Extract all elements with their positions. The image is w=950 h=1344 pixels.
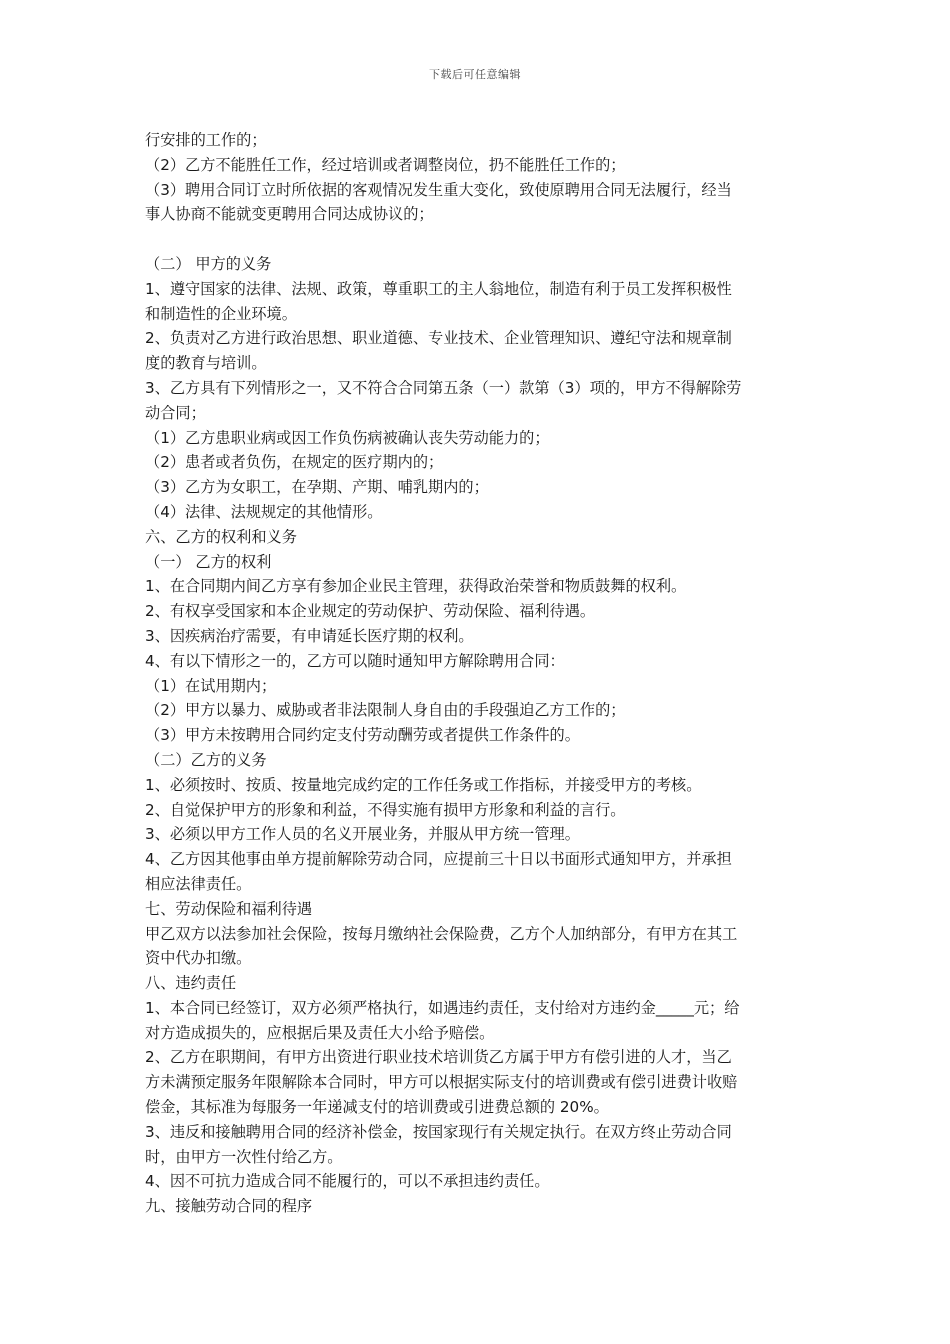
text-line: 4、乙方因其他事由单方提前解除劳动合同，应提前三十日以书面形式通知甲方，并承担 xyxy=(145,850,732,869)
text-line: 八、违约责任 xyxy=(145,974,237,993)
text-line: 七、劳动保险和福利待遇 xyxy=(145,899,313,918)
text-line: 资中代办扣缴。 xyxy=(145,949,252,968)
text-line: 3、因疾病治疗需要，有申请延长医疗期的权利。 xyxy=(145,626,474,645)
text-line: （3）聘用合同订立时所依据的客观情况发生重大变化，致使原聘用合同无法履行，经当 xyxy=(145,180,732,199)
text-line: 2、乙方在职期间，有甲方出资进行职业技术培训货乙方属于甲方有偿引进的人才，当乙 xyxy=(145,1048,732,1067)
text-line: 相应法律责任。 xyxy=(145,874,252,893)
blank-line xyxy=(145,227,805,252)
document-body xyxy=(145,128,805,1219)
text-line: 行安排的工作的； xyxy=(145,131,267,149)
text-line: 2、自觉保护甲方的形象和利益，不得实施有损甲方形象和利益的言行。 xyxy=(145,800,626,819)
text-line: （1）乙方患职业病或因工作负伤病被确认丧失劳动能力的； xyxy=(145,428,550,447)
text-line: 对方造成损失的，应根据后果及责任大小给予赔偿。 xyxy=(145,1023,495,1042)
text-line: （二）乙方的义务 xyxy=(145,750,267,769)
text-line: 九、接触劳动合同的程序 xyxy=(145,1197,313,1216)
text-line: 1、本合同已经签订，双方必须严格执行，如遇违约责任，支付给对方违约金_____元；给 xyxy=(145,998,740,1017)
text-line: 六、乙方的权利和义务 xyxy=(145,527,297,546)
page-header: 下载后可任意编辑 xyxy=(429,68,521,81)
text-line: （2）乙方不能胜任工作，经过培训或者调整岗位，扔不能胜任工作的； xyxy=(145,155,626,174)
text-line: （2）患者或者负伤，在规定的医疗期内的； xyxy=(145,453,444,472)
text-line: 偿金，其标准为每服务一年递减支付的培训费或引进费总额的 20%。 xyxy=(145,1098,609,1117)
text-line: 1、必须按时、按质、按量地完成约定的工作任务或工作指标，并接受甲方的考核。 xyxy=(145,775,702,794)
text-line: （一） 乙方的权利 xyxy=(145,552,272,571)
text-line: （二） 甲方的义务 xyxy=(145,254,272,273)
text-line: （2）甲方以暴力、威胁或者非法限制人身自由的手段强迫乙方工作的； xyxy=(145,701,626,720)
text-line: （3）甲方未按聘用合同约定支付劳动酬劳或者提供工作条件的。 xyxy=(145,726,580,745)
text-line: 时，由甲方一次性付给乙方。 xyxy=(145,1147,343,1166)
text-line: 甲乙双方以法参加社会保险，按每月缴纳社会保险费，乙方个人加纳部分，有甲方在其工 xyxy=(145,924,738,943)
text-line: 事人协商不能就变更聘用合同达成协议的； xyxy=(145,205,434,224)
text-line: 动合同； xyxy=(145,403,206,422)
text-line: （1）在试用期内； xyxy=(145,676,277,695)
text-line: 3、违反和接触聘用合同的经济补偿金，按国家现行有关规定执行。在双方终止劳动合同 xyxy=(145,1122,732,1141)
text-line: 度的教育与培训。 xyxy=(145,354,267,373)
text-line: 1、在合同期内间乙方享有参加企业民主管理，获得政治荣誉和物质鼓舞的权利。 xyxy=(145,577,687,596)
text-line: （3）乙方为女职工，在孕期、产期、哺乳期内的； xyxy=(145,478,489,497)
text-line: 方未满预定服务年限解除本合同时，甲方可以根据实际支付的培训费或有偿引进费计收赔 xyxy=(145,1073,738,1092)
text-line: 3、必须以甲方工作人员的名义开展业务，并服从甲方统一管理。 xyxy=(145,825,580,844)
text-line: （4）法律、法规规定的其他情形。 xyxy=(145,502,383,521)
text-line: 4、有以下情形之一的，乙方可以随时通知甲方解除聘用合同： xyxy=(145,651,565,670)
text-line: 2、负责对乙方进行政治思想、职业道德、专业技术、企业管理知识、遵纪守法和规章制 xyxy=(145,329,732,348)
text-line: 和制造性的企业环境。 xyxy=(145,304,297,323)
text-line: 4、因不可抗力造成合同不能履行的，可以不承担违约责任。 xyxy=(145,1172,550,1191)
text-line: 2、有权享受国家和本企业规定的劳动保护、劳动保险、福利待遇。 xyxy=(145,602,596,621)
text-line: 3、乙方具有下列情形之一，又不符合合同第五条（一）款第（3）项的，甲方不得解除劳 xyxy=(145,378,742,397)
text-line: 1、遵守国家的法律、法规、政策，尊重职工的主人翁地位，制造有利于员工发挥积极性 xyxy=(145,279,732,298)
